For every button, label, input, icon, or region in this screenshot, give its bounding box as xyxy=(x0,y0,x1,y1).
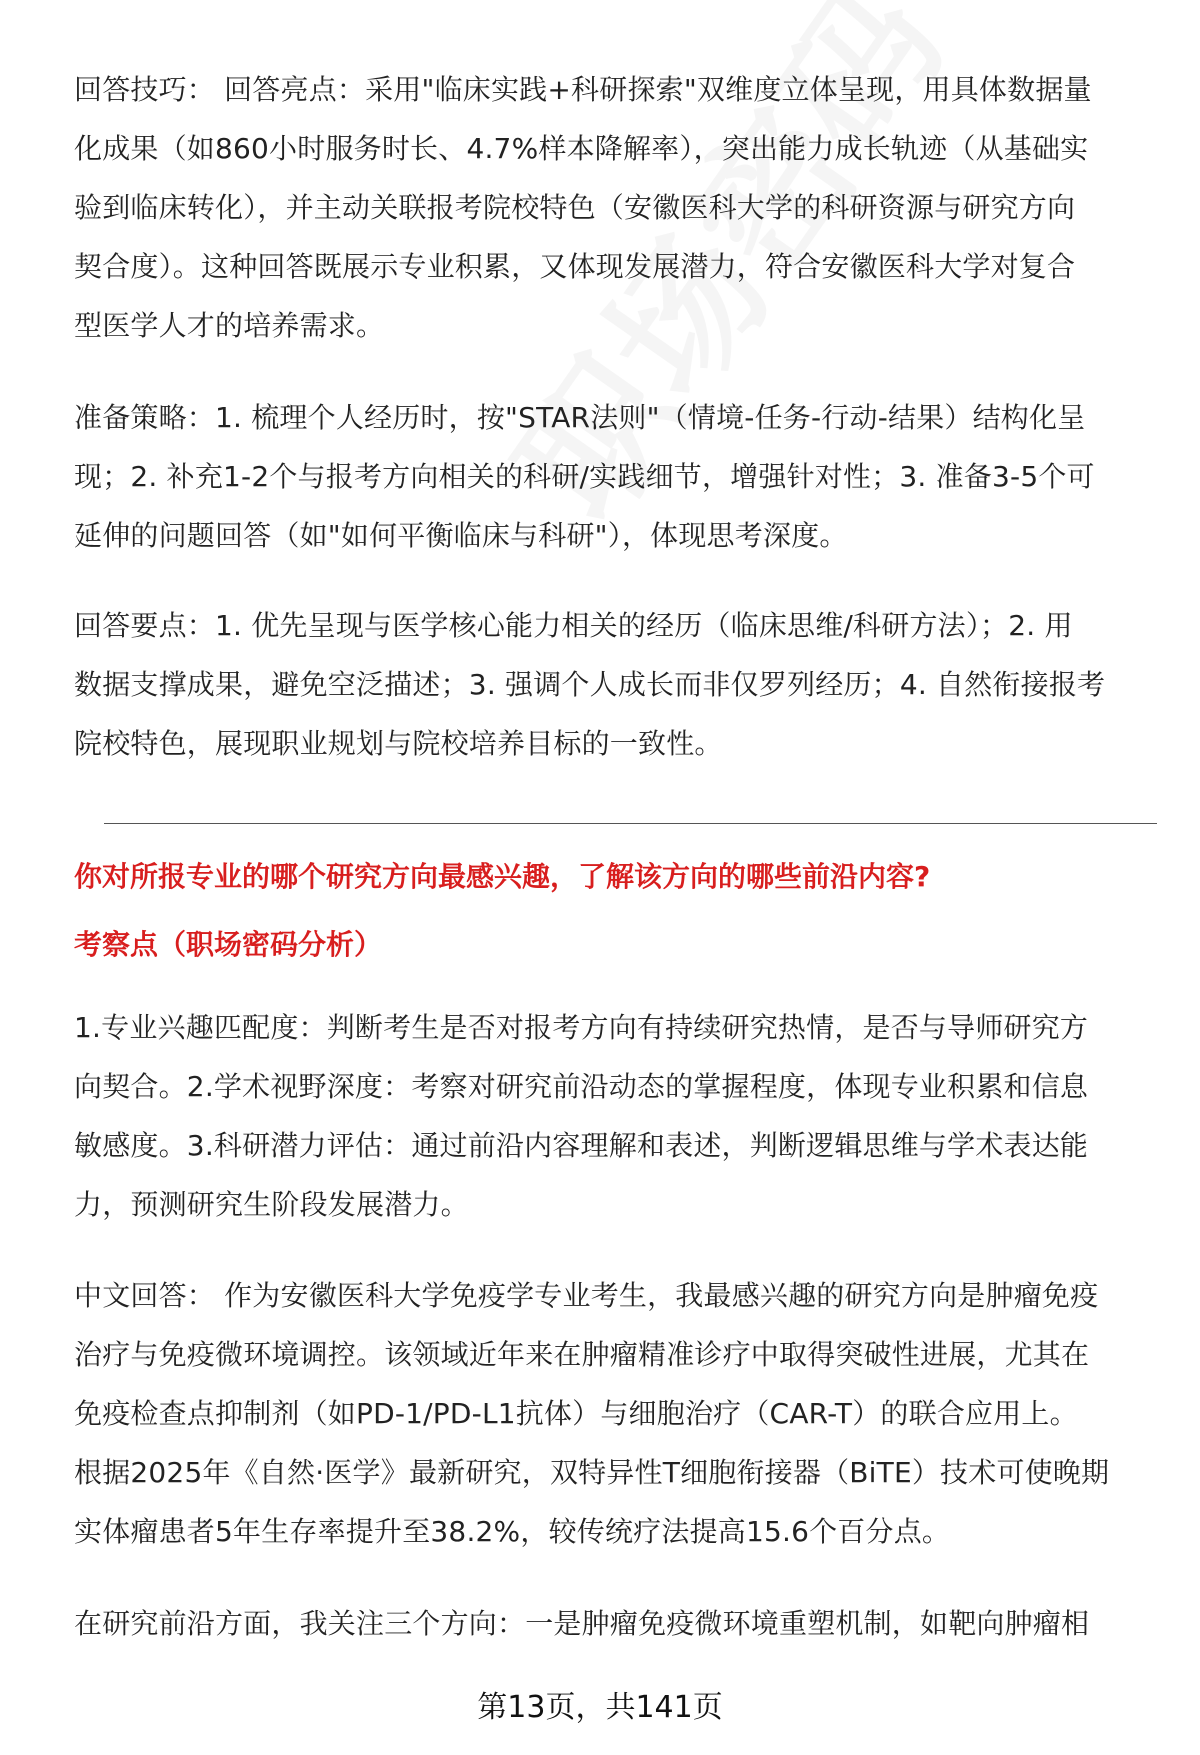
text-line: 现；2. 补充1-2个与报考方向相关的科研/实践细节，增强针对性；3. 准备3-5个可 xyxy=(74,460,1095,493)
section-heading: 考察点（职场密码分析） xyxy=(74,928,383,961)
chinese-answer-paragraph xyxy=(74,1266,1154,1561)
text-line: 院校特色，展现职业规划与院校培养目标的一致性。 xyxy=(74,727,723,760)
text-line: 回答技巧： 回答亮点：采用"临床实践+科研探索"双维度立体呈现，用具体数据量 xyxy=(74,73,1092,106)
text-line: 免疫检查点抑制剂（如PD-1/PD-L1抗体）与细胞治疗（CAR-T）的联合应用上。 xyxy=(74,1397,1078,1430)
preparation-strategy-paragraph xyxy=(74,388,1154,565)
section-divider xyxy=(104,823,1157,824)
text-line: 治疗与免疫微环境调控。该领域近年来在肿瘤精准诊疗中取得突破性进展，尤其在 xyxy=(74,1338,1090,1371)
text-line: 延伸的问题回答（如"如何平衡临床与科研"），体现思考深度。 xyxy=(74,519,848,552)
text-line: 实体瘤患者5年生存率提升至38.2%，较传统疗法提高15.6个百分点。 xyxy=(74,1515,951,1548)
text-line: 回答要点：1. 优先呈现与医学核心能力相关的经历（临床思维/科研方法）；2. 用 xyxy=(74,609,1073,642)
text-line: 敏感度。3.科研潜力评估：通过前沿内容理解和表述，判断逻辑思维与学术表达能 xyxy=(74,1129,1089,1162)
text-line: 化成果（如860小时服务时长、4.7%样本降解率），突出能力成长轨迹（从基础实 xyxy=(74,132,1089,165)
text-line: 验到临床转化），并主动关联报考院校特色（安徽医科大学的科研资源与研究方向 xyxy=(74,191,1076,224)
interview-question: 你对所报专业的哪个研究方向最感兴趣，了解该方向的哪些前沿内容? xyxy=(74,860,931,893)
text-line: 数据支撑成果，避免空泛描述；3. 强调个人成长而非仅罗列经历；4. 自然衔接报考 xyxy=(74,668,1106,701)
text-line: 1.专业兴趣匹配度：判断考生是否对报考方向有持续研究热情，是否与导师研究方 xyxy=(74,1011,1089,1044)
text-line: 型医学人才的培养需求。 xyxy=(74,309,385,342)
page-number-footer: 第13页，共141页 xyxy=(477,1690,723,1725)
research-frontier-paragraph xyxy=(74,1594,1154,1653)
text-line: 根据2025年《自然·医学》最新研究，双特异性T细胞衔接器（BiTE）技术可使晚期 xyxy=(74,1456,1110,1489)
answer-key-points-paragraph xyxy=(74,596,1154,773)
answer-tips-paragraph xyxy=(74,60,1154,355)
text-line: 力，预测研究生阶段发展潜力。 xyxy=(74,1188,469,1221)
text-line: 中文回答： 作为安徽医科大学免疫学专业考生，我最感兴趣的研究方向是肿瘤免疫 xyxy=(74,1279,1099,1312)
assessment-points-paragraph xyxy=(74,998,1154,1234)
text-line: 向契合。2.学术视野深度：考察对研究前沿动态的掌握程度，体现专业积累和信息 xyxy=(74,1070,1089,1103)
text-line: 契合度）。这种回答既展示专业积累，又体现发展潜力，符合安徽医科大学对复合 xyxy=(74,250,1076,283)
text-line: 在研究前沿方面，我关注三个方向：一是肿瘤免疫微环境重塑机制，如靶向肿瘤相 xyxy=(74,1607,1090,1640)
text-line: 准备策略：1. 梳理个人经历时，按"STAR法则"（情境-任务-行动-结果）结构化呈 xyxy=(74,401,1086,434)
